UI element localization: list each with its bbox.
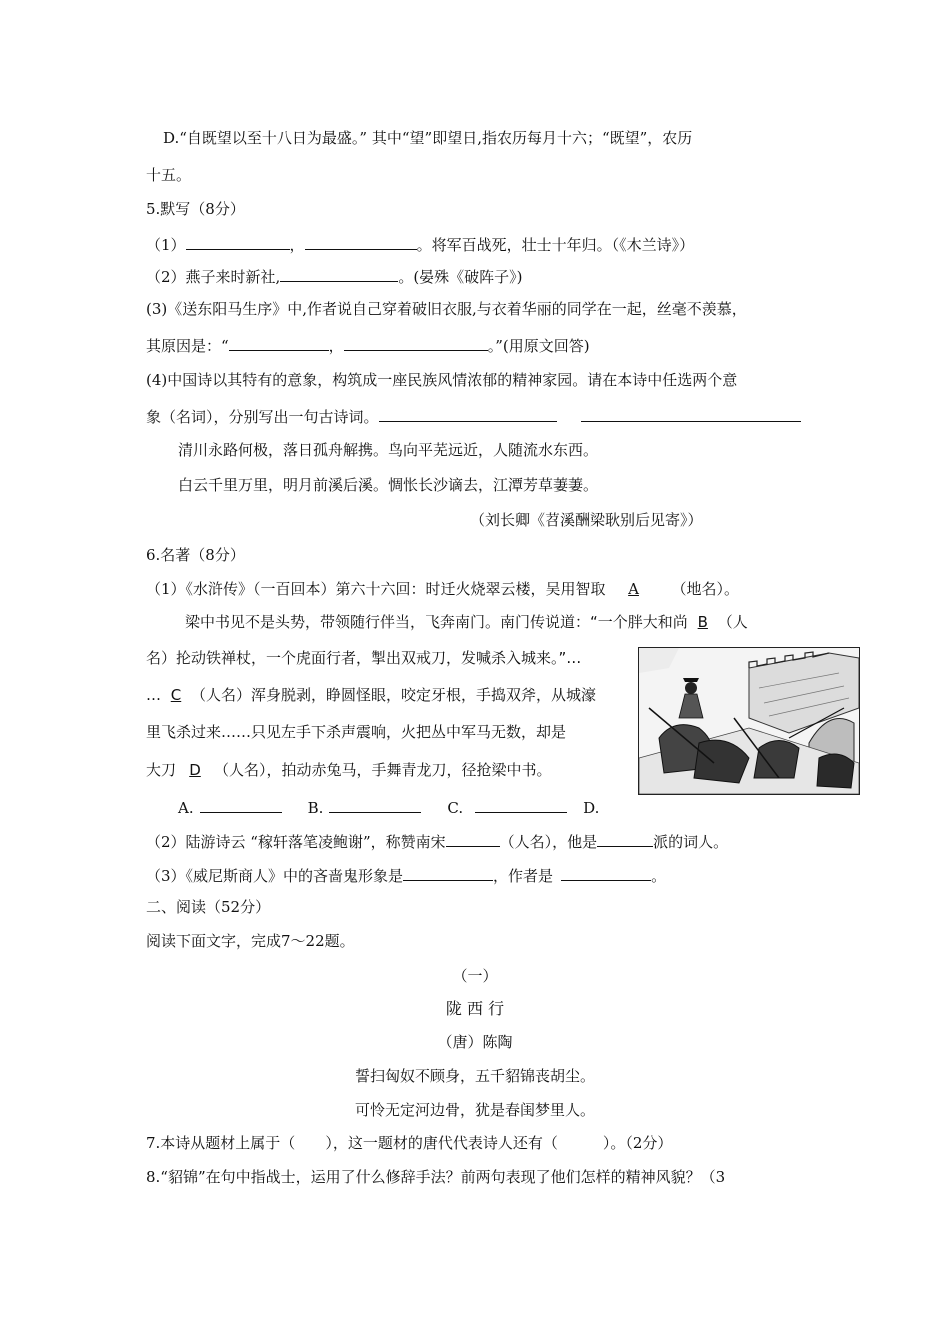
q5-item3-prefix: 其原因是：“: [146, 337, 229, 355]
q6-title: 6.名著（8分）: [146, 546, 245, 564]
q6-item3-prefix: （3）《威尼斯商人》中的吝啬鬼形象是: [146, 867, 404, 885]
q6-passage-line1: [185, 612, 748, 632]
q6-blank-b[interactable]: B: [697, 613, 708, 631]
q5-item1-blank-1[interactable]: [186, 233, 290, 250]
q4-option-d-line2: 十五。: [146, 166, 192, 184]
q6-item2-mid: （人名），他是: [499, 833, 598, 851]
q6-option-b-label: B.: [307, 799, 324, 817]
poem-author: （唐）陈陶: [437, 1033, 513, 1051]
q6-passage-line1b: （人: [717, 613, 748, 631]
q6-passage-line3b: （人名）浑身脱剥，睁圆怪眼，咬定牙根，手捣双斧，从城濠: [191, 686, 597, 704]
q6-item3-blank-2[interactable]: [561, 864, 651, 881]
q6-item1-prefix: （1）《水浒传》（一百回本）第六十六回：时迁火烧翠云楼，吴用智取: [146, 580, 606, 598]
q5-item1: [146, 233, 694, 255]
q6-item3-blank-1[interactable]: [403, 864, 493, 881]
q4-option-d-line1: D.“自既望以至十八日为最盛。” 其中“望”即望日,指农历每月十六；“既望”，农历: [163, 129, 693, 147]
q5-item3-line1: (3)《送东阳马生序》中,作者说自己穿着破旧衣服,与衣着华丽的同学在一起，丝毫不羡慕，: [146, 300, 747, 318]
q6-item1-suffix: （地名）。: [671, 580, 740, 598]
q6-passage-line3a: …: [146, 686, 161, 704]
reading-section-title: 二、阅读（52分）: [146, 898, 271, 916]
q6-item3-suffix: 。: [651, 867, 667, 885]
q6-item1: [146, 579, 739, 599]
q6-option-b-blank[interactable]: [329, 796, 421, 813]
q5-item4-line1: (4)中国诗以其特有的意象，构筑成一座民族风情浓郁的精神家园。请在本诗中任选两个意: [146, 371, 738, 389]
reading-part-label: （一）: [452, 967, 498, 985]
q5-item3-suffix: 。”(用原文回答): [487, 337, 590, 355]
q5-item2-prefix: （2）燕子来时新社,: [146, 268, 281, 286]
q6-item3: [146, 864, 666, 886]
q5-item4-blank-1[interactable]: [379, 405, 557, 422]
q6-passage-line5b: （人名），拍动赤兔马，手舞青龙刀，径抢梁中书。: [214, 761, 552, 779]
q5-item1-prefix: （1）: [146, 236, 186, 254]
q5-item4-blank-2[interactable]: [581, 405, 801, 422]
q6-passage-line5a: 大刀: [146, 761, 177, 779]
q5-item2: [146, 265, 523, 287]
q6-item3-mid: ，作者是: [493, 867, 554, 885]
q6-option-a-blank[interactable]: [200, 796, 282, 813]
q6-option-a-label: A.: [178, 799, 194, 817]
poem-title: 陇 西 行: [445, 999, 505, 1018]
q6-passage-line2: 名）抡动铁禅杖，一个虎面行者，掣出双戒刀，发喊杀入城来。”…: [146, 649, 582, 667]
reading-instruction: 阅读下面文字，完成7～22题。: [146, 932, 355, 950]
poem-line1: 誓扫匈奴不顾身，五千貂锦丧胡尘。: [354, 1067, 595, 1085]
q6-blank-c[interactable]: C: [170, 686, 182, 704]
q6-blank-a[interactable]: A: [628, 580, 639, 598]
q6-option-c-blank[interactable]: [475, 796, 567, 813]
q6-option-c-label: C.: [447, 799, 464, 817]
q6-passage-line3: [146, 685, 596, 705]
q6-item2-blank-2[interactable]: [597, 830, 653, 847]
q5-poem-line2: 白云千里万里，明月前溪后溪。惆怅长沙谪去，江潭芳草萋萋。: [178, 476, 599, 494]
q6-item2: [146, 830, 728, 852]
q6-item2-prefix: （2）陆游诗云 “稼轩落笔凌鲍谢”，称赞南宋: [146, 833, 446, 851]
q6-passage-line4: 里飞杀过来……只见左手下杀声震响，火把丛中军马无数，却是: [146, 723, 567, 741]
q6-passage-line5: [146, 760, 552, 780]
q5-item3-blank-2[interactable]: [344, 334, 488, 351]
question-7: 7.本诗从题材上属于（ ），这一题材的唐代代表诗人还有（ ）。（2分）: [146, 1134, 673, 1152]
q6-passage-line1a: 梁中书见不是头势，带领随行伴当，飞奔南门。南门传说道：“一个胖大和尚: [185, 613, 688, 631]
q6-option-d-label: D.: [583, 799, 600, 817]
battle-scene-illustration: [638, 647, 860, 795]
q5-item2-suffix: 。(晏殊《破阵子》): [398, 268, 523, 286]
question-8: 8.“貂锦”在句中指战士，运用了什么修辞手法？前两句表现了他们怎样的精神风貌？（3: [146, 1168, 726, 1186]
q5-item4-prefix: 象（名词），分别写出一句古诗词。: [146, 408, 379, 426]
q6-blank-d[interactable]: D: [189, 761, 201, 779]
q6-item2-suffix: 派的词人。: [653, 833, 729, 851]
q6-options-row: [178, 796, 599, 818]
q5-poem-line1: 清川永路何极，落日孤舟解携。鸟向平芜远近，人随流水东西。: [178, 441, 599, 459]
q5-item2-blank[interactable]: [280, 265, 398, 282]
q5-item3-line2: [146, 334, 590, 356]
q6-item2-blank-1[interactable]: [446, 830, 500, 847]
q5-poem-source: （刘长卿《苕溪酬梁耿别后见寄》）: [470, 511, 703, 529]
q5-title: 5.默写（8分）: [146, 200, 245, 218]
q5-item3-blank-1[interactable]: [229, 334, 329, 351]
poem-line2: 可怜无定河边骨，犹是春闺梦里人。: [354, 1101, 595, 1119]
q5-item1-suffix: 。将军百战死，壮士十年归。（《木兰诗》）: [416, 236, 695, 254]
q5-item1-blank-2[interactable]: [305, 233, 417, 250]
battle-scene-icon: [639, 648, 859, 794]
q5-item4-line2: [146, 405, 801, 427]
q5-item1-comma: ，: [289, 236, 305, 254]
q5-item3-comma: ，: [328, 337, 344, 355]
